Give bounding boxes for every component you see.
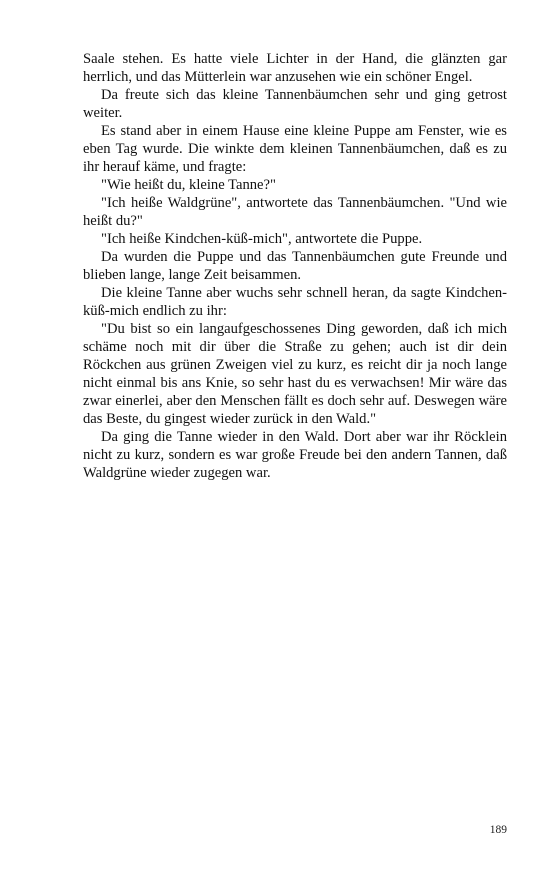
paragraph: "Ich heiße Waldgrüne", antwortete das Tannenbäumchen. "Und wie heißt du?" xyxy=(83,195,507,229)
paragraph: Es stand aber in einem Hause eine kleine Puppe am Fenster, wie es eben Tag wurde. Die winkte dem kleinen Tannenbäumchen, daß es zu ihr herauf käme, und fragte: xyxy=(83,123,507,175)
paragraph: "Du bist so ein langaufgeschossenes Ding geworden, daß ich mich schäme noch mit dir über die Straße zu gehen; auch ist dir dein Röckchen aus grünen Zweigen viel zu kurz, es reicht dir ja noch lange nicht einmal bis ans Knie, so sehr hast du es verwachsen! Mir wäre das zwar einerlei, aber den Menschen fällt es doch sehr auf. Deswegen wäre das Beste, du gingest wieder zurück in den Wald." xyxy=(83,321,507,427)
paragraph: Saale stehen. Es hatte viele Lichter in der Hand, die glänzten gar herrlich, und das Mütterlein war anzusehen wie ein schöner Engel. xyxy=(83,51,507,85)
paragraph: Die kleine Tanne aber wuchs sehr schnell heran, da sagte Kindchen-küß-mich endlich zu ihr: xyxy=(83,285,507,319)
body-text xyxy=(83,50,507,482)
paragraph: "Wie heißt du, kleine Tanne?" xyxy=(101,177,276,193)
paragraph: Da ging die Tanne wieder in den Wald. Dort aber war ihr Röcklein nicht zu kurz, sondern es war große Freude bei den andern Tannen, daß Waldgrüne wieder zugegen war. xyxy=(83,429,507,481)
paragraph: Da wurden die Puppe und das Tannenbäumchen gute Freunde und blieben lange, lange Zeit beisammen. xyxy=(83,249,507,283)
page-number: 189 xyxy=(489,824,507,836)
paragraph: Da freute sich das kleine Tannenbäumchen sehr und ging getrost weiter. xyxy=(83,87,507,121)
paragraph: "Ich heiße Kindchen-küß-mich", antwortete die Puppe. xyxy=(101,231,423,247)
